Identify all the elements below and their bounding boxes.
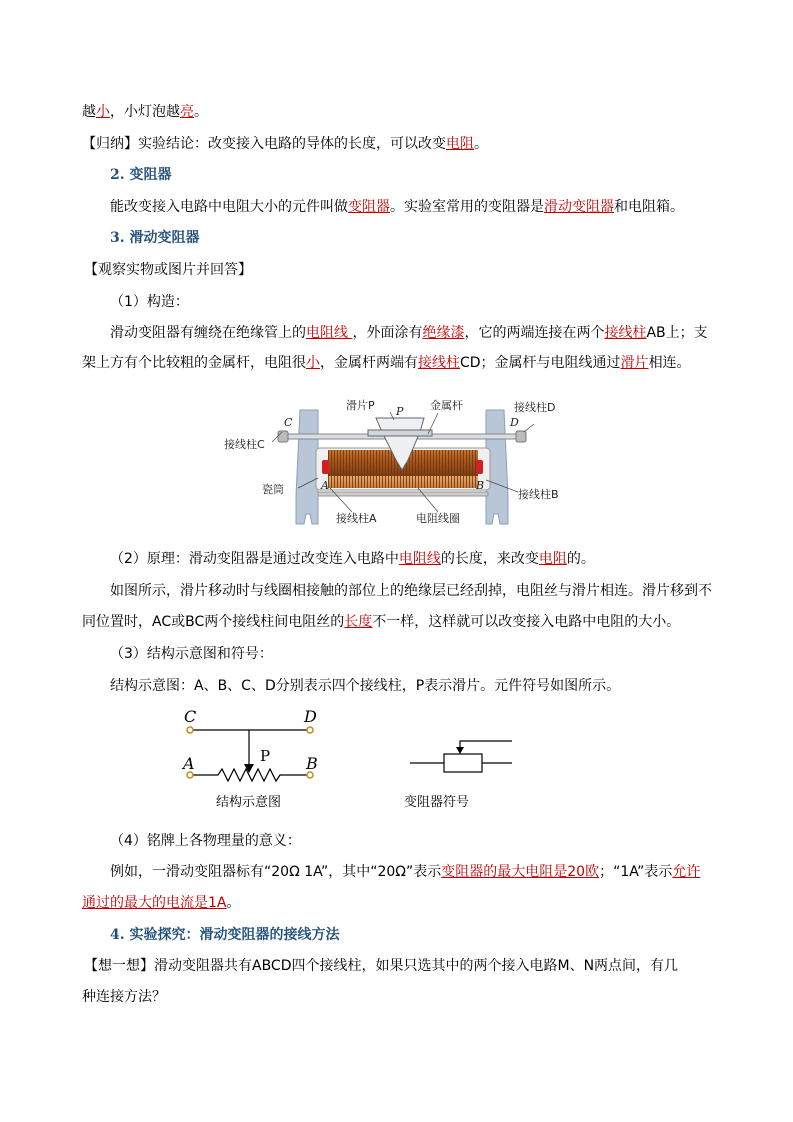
paragraph-principle-explain-1: 如图所示，滑片移动时与线圈相接触的部位上的绝缘层已经刮掉，电阻丝与滑片相连。滑片移到不 [110, 583, 712, 599]
terminal-a-post [322, 460, 329, 474]
label-rod: 金属杆 [430, 399, 463, 412]
structure-diagram-caption: 结构示意图 [216, 795, 282, 810]
paragraph-think-1: 【想一想】滑动变阻器共有ABCD四个接线柱，如果只选其中的两个接入电路M、N两点间，有几 [84, 958, 679, 974]
base-rail [318, 492, 488, 496]
label-d: D [304, 707, 317, 726]
paragraph-nameplate-1: 例如，一滑动变阻器标有“20Ω 1A”，其中“20Ω”表示变阻器的最大电阻是20欧；“1A”表示允许 [110, 864, 701, 880]
terminal-b-post [476, 460, 483, 474]
paragraph-nameplate-2: 通过的最大的电流是1A。 [82, 895, 241, 911]
label-porcelain: 瓷筒 [262, 483, 284, 496]
paragraph-summary: 【归纳】实验结论：改变接入电路的导体的长度，可以改变电阻。 [82, 136, 488, 152]
terminal-c-dot [187, 727, 193, 733]
slider-clamp [368, 430, 432, 436]
label-slider: 滑片P [346, 399, 375, 412]
rheostat-symbol [400, 730, 530, 814]
label-terminal-c: 接线柱C [224, 438, 265, 451]
paragraph-structure-title: （1）构造： [110, 294, 189, 310]
paragraph-structure-2: 架上方有个比较粗的金属杆，电阻很小，金属杆两端有接线柱CD；金属杆与电阻线通过滑片相连。 [82, 355, 691, 371]
paragraph-think-2: 种连接方法？ [82, 989, 166, 1005]
label-b: B [306, 754, 318, 773]
label-terminal-a: 接线柱A [336, 512, 377, 525]
sliding-rheostat-figure [218, 396, 563, 528]
label-terminal-d: 接线柱D [514, 401, 556, 414]
heading-rheostat: 2. 变阻器 [110, 167, 172, 183]
paragraph-principle: （2）原理：滑动变阻器是通过改变连入电路中电阻线的长度，来改变电阻的。 [110, 551, 595, 567]
heading-experiment: 4. 实验探究：滑动变阻器的接线方法 [110, 927, 340, 943]
heading-sliding-rheostat: 3. 滑动变阻器 [110, 230, 200, 246]
label-a: A [183, 754, 195, 773]
paragraph-nameplate-title: （4）铭牌上各物理量的意义： [110, 833, 301, 849]
rheostat-symbol-caption: 变阻器符号 [404, 795, 470, 810]
left-support [296, 410, 318, 524]
terminal-d [516, 431, 526, 442]
terminal-d-dot [307, 727, 313, 733]
label-terminal-b: 接线柱B [518, 488, 559, 501]
paragraph-conclusion-end: 越小，小灯泡越亮。 [82, 104, 208, 120]
label-p-letter: P [396, 405, 404, 418]
label-b-letter: B [476, 479, 485, 492]
structure-diagram [178, 706, 328, 814]
paragraph-rheostat-def: 能改变接入电路中电阻大小的元件叫做变阻器。实验室常用的变阻器是滑动变阻器和电阻箱。 [110, 199, 684, 215]
label-p: P [260, 747, 271, 765]
label-a-letter: A [321, 479, 329, 492]
label-coil: 电阻线圈 [416, 512, 460, 525]
label-d-letter: D [510, 416, 519, 429]
label-c: C [184, 707, 197, 726]
label-c-letter: C [284, 416, 293, 429]
paragraph-diagram-title: （3）结构示意图和符号： [110, 646, 273, 662]
paragraph-observe: 【观察实物或图片并回答】 [84, 262, 252, 278]
paragraph-diagram-desc: 结构示意图：A、B、C、D分别表示四个接线柱，P表示滑片。元件符号如图所示。 [110, 678, 621, 694]
terminal-c [278, 431, 288, 442]
paragraph-principle-explain-2: 同位置时，AC或BC两个接线柱间电阻丝的长度不一样，这样就可以改变接入电路中电阻的大小。 [82, 614, 681, 630]
paragraph-structure-1: 滑动变阻器有缠绕在绝缘管上的电阻线 ，外面涂有绝缘漆，它的两端连接在两个接线柱AB上；支 [110, 325, 708, 341]
